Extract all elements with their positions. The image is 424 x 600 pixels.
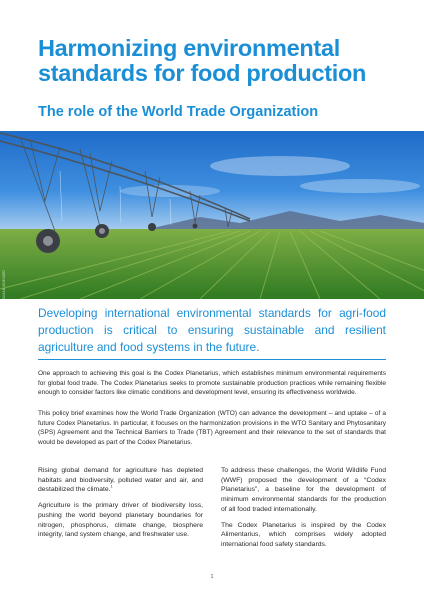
left-column [38, 466, 203, 546]
intro-paragraph-1: One approach to achieving this goal is the Codex Planetarius, which establishes minimum environmental requirements for global food trade. The Codex Planetarius seeks to promote sustainable production practices while remaining flexible enough to consider factors like climatic conditions and development level, ensuring its effectiveness worldwide. [38, 370, 386, 396]
irrigation-field-illustration [0, 131, 424, 299]
right-column [221, 466, 386, 556]
left-paragraph-1-text: Rising global demand for agriculture has depleted habitats and biodiversity, polluted water and air, and destabilized the climate. [38, 467, 203, 494]
title-line-1: Harmonizing environmental [38, 35, 340, 61]
page-subtitle: The role of the World Trade Organization [38, 104, 319, 120]
intro-paragraph-2: This policy brief examines how the World Trade Organization (WTO) can advance the development – and uptake – of a future Codex Planetarius. In particular, it focuses on the harmonization provisions in the WTO Sanitary and Phytosanitary (SPS) Agreement and the Technical Barriers to Trade (TBT) Agreement and their relevance to the set of standards that would be developed as part of the Codex Planetarius. [38, 410, 386, 446]
photo-credit: PHOTO: ADOBESTOCK / SUSAN VINEYARD [2, 270, 6, 339]
right-paragraph-2: The Codex Planetarius is inspired by the Codex Alimentarius, which comprises widely adopted international food safety standards. [221, 521, 386, 548]
footnote-marker: 1 [110, 484, 113, 490]
left-paragraph-1 [38, 466, 203, 495]
page-number: 1 [210, 574, 214, 580]
title-line-2: standards for food production [38, 60, 367, 86]
divider-rule [38, 359, 386, 360]
right-paragraph-1: To address these challenges, the World Wildlife Fund (WWF) proposed the development of a “Codex Planetarius”, a baseline for the development of minimum environmental standards for the production of all food traded internationally. [221, 467, 386, 513]
page-title [38, 36, 398, 86]
lead-paragraph: Developing international environmental standards for agri-food production is critical to ensuring sustainable and resilient agriculture and food systems in the future. [38, 306, 386, 354]
left-paragraph-2: Agriculture is the primary driver of biodiversity loss, pushing the world beyond planetary boundaries for nitrogen, phosphorus, climate change, biosphere integrity, land system change, and freshwater use. [38, 502, 203, 539]
